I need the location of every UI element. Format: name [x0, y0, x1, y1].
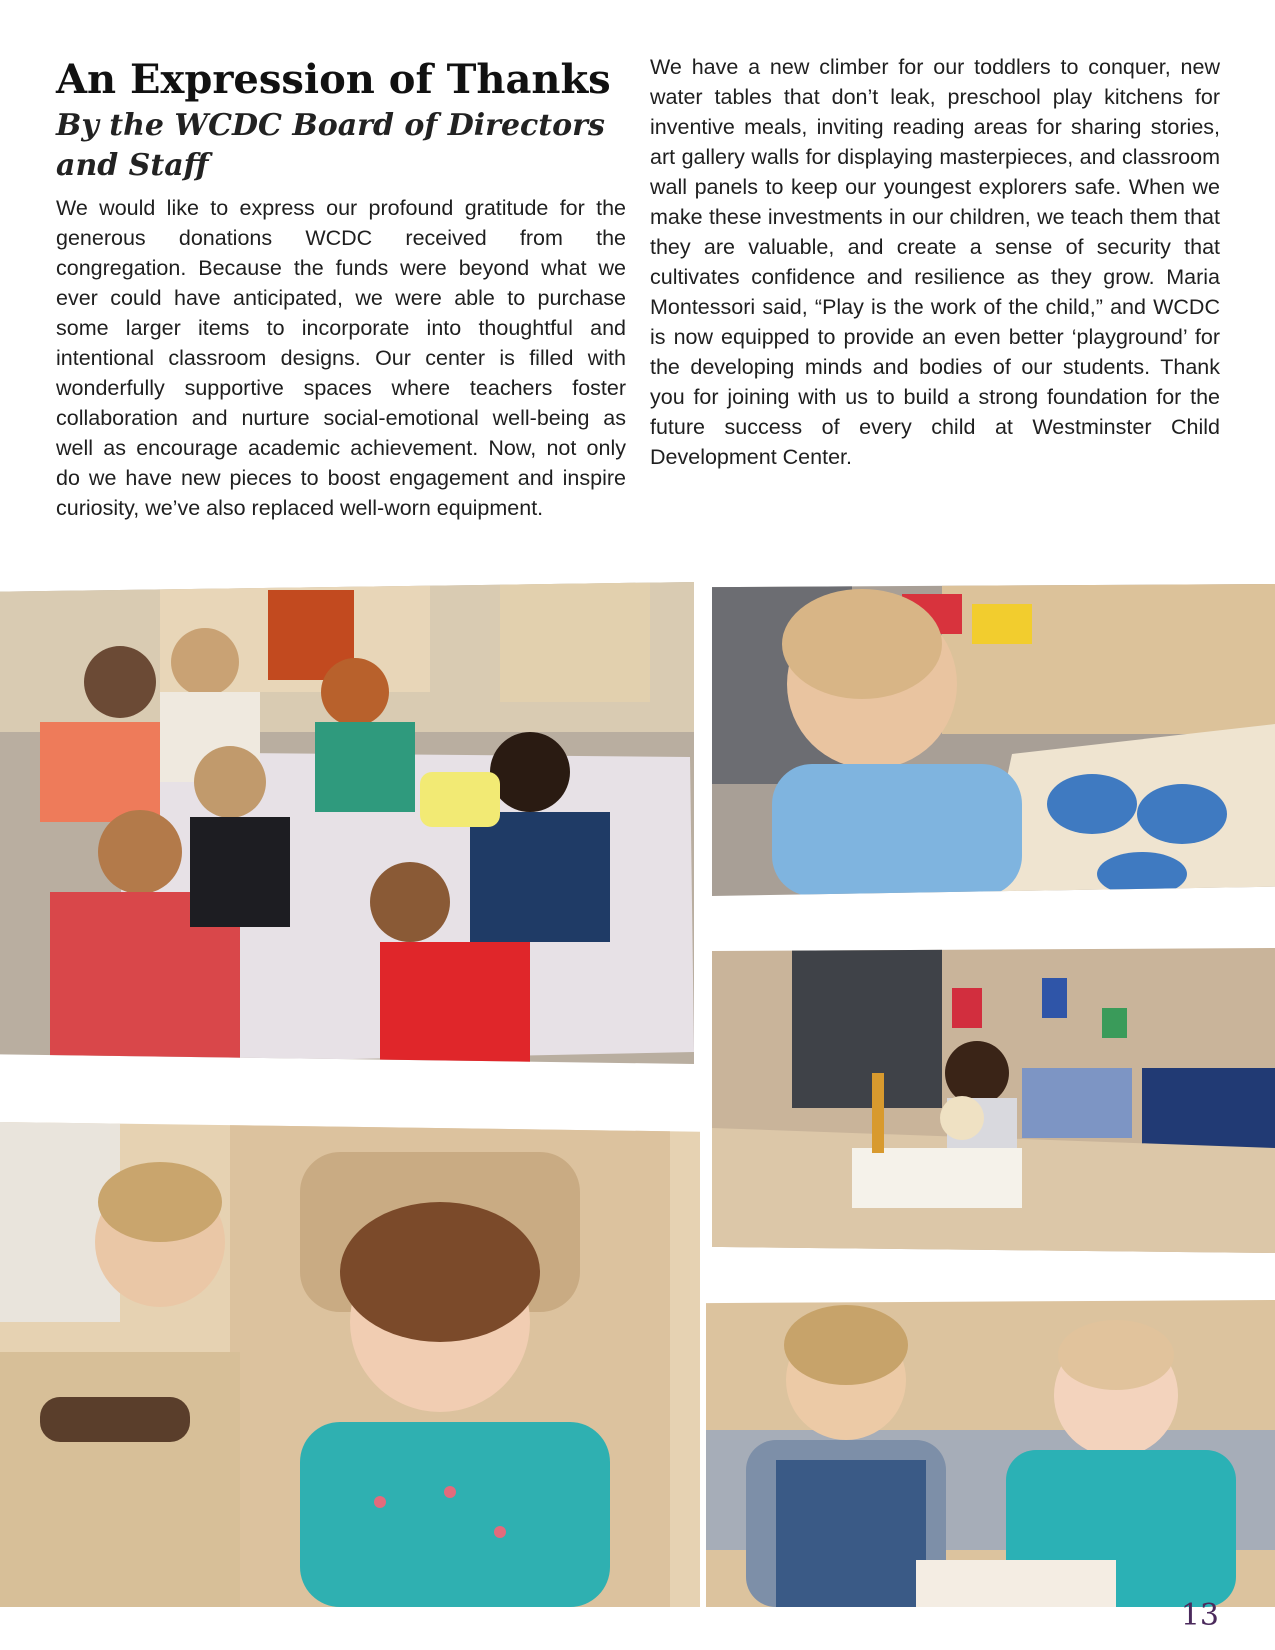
photo-preschool-play-rug	[0, 582, 694, 1064]
photo-toddler-water-table	[712, 584, 1275, 896]
body-paragraph-1: We would like to express our profound gratitude for the generous donations WCDC received from the congregation. Because the funds were beyond what we ever could have anticipated, we were able to purchase some larger items to incorporate into thoughtful and intentional classroom designs. Our center is filled with wonderfully supportive spaces where teachers foster collaboration and nurture social-emotional well-being as well as encourage academic achievement. Now, not only do we have new pieces to boost engagement and inspire curiosity, we’ve also replaced well-worn equipment.	[56, 196, 626, 520]
page-number: 13	[1180, 1598, 1219, 1633]
photo-infant-play-sink	[712, 948, 1275, 1253]
body-paragraph-2: We have a new climber for our toddlers to conquer, new water tables that don’t leak, preschool play kitchens for inventive meals, inviting reading areas for sharing stories, art gallery walls for displaying masterpieces, and classroom wall panels to keep our youngest explorers safe. When we make these investments in our children, we teach them that they are valuable, and create a sense of security that cultivates confidence and resilience as they grow. Maria Montessori said, “Play is the work of the child,” and WCDC is now equipped to provide an even better ‘playground’ for the developing minds and bodies of our students. Thank you for joining with us to build a strong foundation for the future success of every child at Westminster Child Development Center.	[650, 55, 1220, 469]
photo-toddlers-climber	[0, 1122, 700, 1607]
article-byline: By the WCDC Board of Directors and Staff	[56, 108, 605, 183]
photo-toddlers-reading	[706, 1300, 1275, 1607]
article-title: An Expression of Thanks	[56, 56, 611, 103]
